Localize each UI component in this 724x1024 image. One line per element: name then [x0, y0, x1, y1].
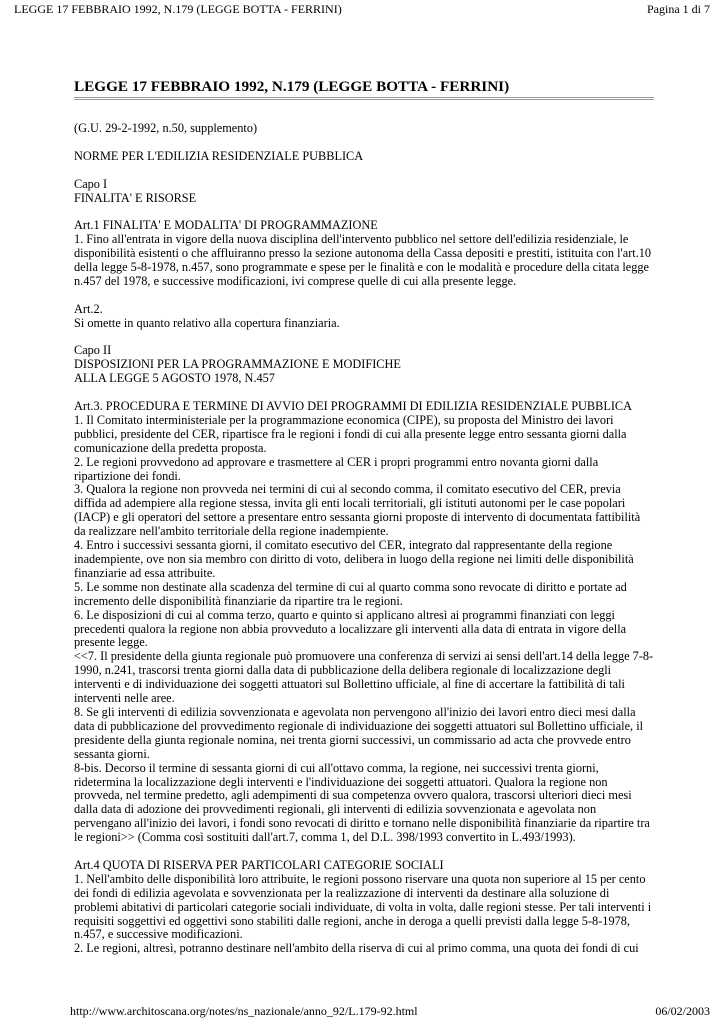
article-1-heading: Art.1 FINALITA' E MODALITA' DI PROGRAMMAZIONE: [74, 218, 378, 233]
page-number: Pagina 1 di 7: [647, 2, 710, 16]
article-4-heading: Art.4 QUOTA DI RISERVA PER PARTICOLARI CATEGORIE SOCIALI: [74, 857, 444, 872]
source-url: http://www.architoscana.org/notes/ns_nazionale/anno_92/L.179-92.html: [70, 1004, 418, 1018]
header-title: LEGGE 17 FEBBRAIO 1992, N.179 (LEGGE BOTTA - FERRINI): [14, 2, 342, 16]
capo-1: [74, 178, 654, 206]
document-body: [74, 78, 654, 970]
page-header: [14, 2, 710, 16]
article-2-text: Si omette in quanto relativo alla copertura finanziaria.: [74, 315, 340, 330]
article-3-heading: Art.3. PROCEDURA E TERMINE DI AVVIO DEI PROGRAMMI DI EDILIZIA RESIDENZIALE PUBBLICA: [74, 399, 633, 414]
article-3: [74, 400, 654, 845]
article-3-paragraph-5: 5. Le somme non destinate alla scadenza del termine di cui al quarto comma sono revocate di diritto e portate ad incremento delle disponibilità finanziarie da ripartire tra le regioni.: [74, 579, 627, 608]
article-1: [74, 219, 654, 289]
print-date: 06/02/2003: [655, 1004, 710, 1018]
article-3-paragraph-4: 4. Entro i successivi sessanta giorni, il comitato esecutivo del CER, integrato dal rappresentante della regione inadempiente, ove non sia membro con diritto di voto, delibera in luogo della regione nei limiti delle disponibilità finanziarie ad essa attribuite.: [74, 538, 634, 580]
article-3-paragraph-8: 8. Se gli interventi di edilizia sovvenzionata e agevolata non pervengono all'inizio dei lavori entro dieci mesi dalla data di pubblicazione del provvedimento regionale di individuazione dei soggetti attuatori sul Bollettino ufficiale, il presidente della giunta regionale nomina, nei trenta giorni successivi, un commissario ad acta che provvede entro sessanta giorni.: [74, 704, 644, 761]
capo-1-heading: FINALITA' E RISORSE: [74, 190, 197, 205]
article-4-paragraph-1: 1. Nell'ambito delle disponibilità loro attribuite, le regioni possono riservare una quota non superiore al 15 per cento dei fondi di edilizia agevolata e sovvenzionata per la realizzazione di interventi da destinare alla soluzione di problemi abitativi di particolari categorie sociali individuate, di volta in volta, dalle regioni stesse. Per tali interventi i requisiti soggettivi ed oggettivi sono stabiliti dalle regioni, anche in deroga a quelli previsti dalla legge 5-8-1978, n.457, e successive modificazioni.: [74, 871, 652, 942]
law-subtitle: NORME PER L'EDILIZIA RESIDENZIALE PUBBLICA: [74, 148, 364, 163]
article-3-paragraph-2: 2. Le regioni provvedono ad approvare e trasmettere al CER i propri programmi entro novanta giorni dalla ripartizione dei fondi.: [74, 454, 599, 483]
gazette-reference: (G.U. 29-2-1992, n.50, supplemento): [74, 121, 258, 135]
capo-2-heading-line-1: DISPOSIZIONI PER LA PROGRAMMAZIONE E MODIFICHE: [74, 357, 401, 372]
article-3-paragraph-1: 1. Il Comitato interministeriale per la programmazione economica (CIPE), su proposta del Ministro dei lavori pubblici, presidente del CER, ripartisce fra le regioni i fondi di cui alla presente legge entro sessanta giorni dalla comunicazione della predetta proposta.: [74, 412, 627, 455]
capo-2-heading-line-2: ALLA LEGGE 5 AGOSTO 1978, N.457: [74, 371, 275, 386]
capo-1-label: Capo I: [74, 176, 108, 191]
article-4-paragraph-2: 2. Le regioni, altresì, potranno destinare nell'ambito della riserva di cui al primo comma, una quota dei fondi di cui: [74, 941, 639, 956]
article-4: [74, 859, 654, 956]
document-title: LEGGE 17 FEBBRAIO 1992, N.179 (LEGGE BOTTA - FERRINI): [74, 78, 654, 100]
article-2-heading: Art.2.: [74, 301, 103, 316]
capo-2: [74, 344, 654, 386]
article-3-paragraph-3: 3. Qualora la regione non provveda nei termini di cui al secondo comma, il comitato esecutivo del CER, previa diffida ad adempiere alla regione stessa, invita gli enti locali territoriali, gli istituti autonomi per le case popolari (IACP) e gli operatori del settore a presentare entro sessanta giorni proposte di intervento di documentata fattibilità da realizzare nell'ambito territoriale della regione inadempiente.: [74, 482, 641, 539]
article-3-paragraph-7: <<7. Il presidente della giunta regionale può promuovere una conferenza di servizi ai sensi dell'art.14 della legge 7-8-1990, n.241, trascorsi trenta giorni dalla data di pubblicazione della delibera regionale di localizzazione degli interventi e di individuazione dei soggetti attuatori sul Bollettino ufficiale, al fine di accertare la fattibilità di tali interventi nelle aree.: [74, 649, 654, 706]
article-1-paragraph-1: 1. Fino all'entrata in vigore della nuova disciplina dell'intervento pubblico nel settore dell'edilizia residenziale, le disponibilità esistenti o che affluiranno presso la sezione autonoma della Cassa depositi e prestiti, istituita con l'art.10 della legge 5-8-1978, n.457, sono programmate e spese per le finalità e con le modalità e procedure della citata legge n.457 del 1978, e successive modificazioni, ivi comprese quelle di cui alla presente legge.: [74, 232, 652, 288]
capo-2-label: Capo II: [74, 343, 112, 358]
article-2: [74, 303, 654, 331]
page-footer: [70, 1004, 710, 1018]
article-3-paragraph-6: 6. Le disposizioni di cui al comma terzo, quarto e quinto si applicano altresì ai programmi finanziati con leggi precedenti qualora la regione non abbia provveduto a localizzare gli interventi alla data di entrata in vigore della presente legge.: [74, 607, 627, 650]
article-3-paragraph-8-bis: 8-bis. Decorso il termine di sessanta giorni di cui all'ottavo comma, la regione, nei successivi trenta giorni, ridetermina la localizzazione degli interventi e l'individuazione dei soggetti attuatori. Qualora la regione non provveda, nel termine predetto, agli adempimenti di sua competenza ovvero qualora, trascorsi ulteriori dieci mesi dalla data di adozione dei provvedimenti regionali, gli interventi di edilizia sovvenzionata e agevolata non pervengano all'inizio dei lavori, i fondi sono revocati di diritto e tornano nelle disponibilità finanziarie da ripartire tra le regioni>> (Comma così sostituiti dall'art.7, comma 1, del D.L. 398/1993 convertito in L.493/1993).: [74, 760, 650, 845]
